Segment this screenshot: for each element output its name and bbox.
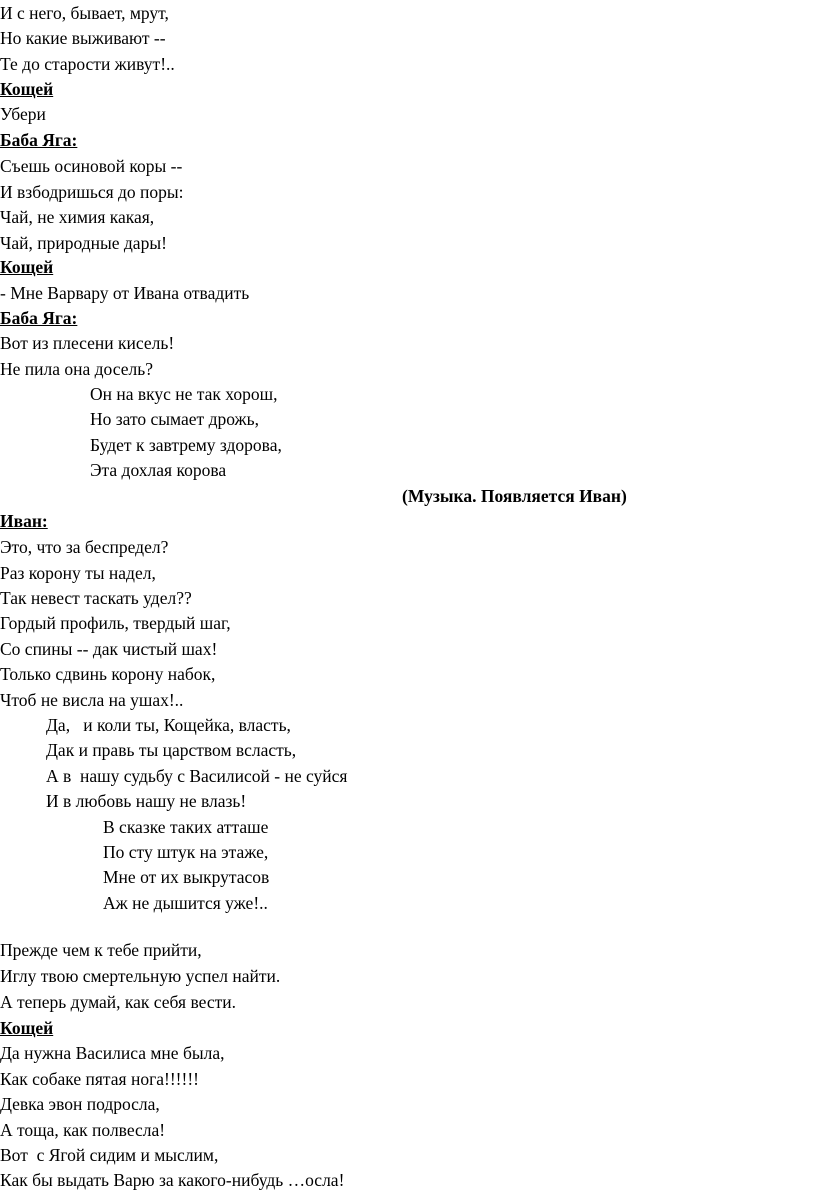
speaker-heading: Баба Яга: <box>0 130 78 150</box>
text-line: Так невест таскать удел?? <box>0 588 192 608</box>
text-line: Съешь осиновой коры -- <box>0 156 183 176</box>
text-line: А тоща, как полвесла! <box>0 1120 166 1140</box>
text-line: Это, что за беспредел? <box>0 537 169 557</box>
text-line: Он на вкус не так хорош, <box>90 384 278 404</box>
text-line: Чай, природные дары! <box>0 233 167 253</box>
stage-direction: (Музыка. Появляется Иван) <box>402 486 627 506</box>
speaker-heading: Кощей <box>0 79 54 99</box>
text-line: Не пила она досель? <box>0 359 153 379</box>
speaker-heading: Кощей <box>0 257 54 277</box>
text-line: Аж не дышится уже!.. <box>103 893 268 913</box>
text-line: Будет к завтрему здорова, <box>90 435 282 455</box>
speaker-heading: Иван: <box>0 511 48 531</box>
speaker-heading: Баба Яга: <box>0 308 78 328</box>
text-line: Но какие выживают -- <box>0 28 166 48</box>
text-line: Девка эвон подросла, <box>0 1094 160 1114</box>
text-line: Да нужна Василиса мне была, <box>0 1043 225 1063</box>
text-line: Только сдвинь корону набок, <box>0 664 216 684</box>
text-line: Да, и коли ты, Кощейка, власть, <box>46 715 291 735</box>
text-line: По сту штук на этаже, <box>103 842 269 862</box>
text-line: Прежде чем к тебе прийти, <box>0 940 202 960</box>
text-line: И в любовь нашу не влазь! <box>46 791 247 811</box>
speaker-heading: Кощей <box>0 1018 54 1038</box>
text-line: Чтоб не висла на ушах!.. <box>0 690 184 710</box>
text-line: Те до старости живут!.. <box>0 54 175 74</box>
text-line: А в нашу судьбу с Василисой - не суйся <box>46 766 348 786</box>
text-line: Вот из плесени кисель! <box>0 333 175 353</box>
text-line: Иглу твою смертельную успел найти. <box>0 966 281 986</box>
text-line: Мне от их выкрутасов <box>103 867 270 887</box>
text-line: Убери <box>0 104 46 124</box>
text-line: Как бы выдать Варю за какого-нибудь …осла! <box>0 1170 345 1190</box>
text-line: Но зато сымает дрожь, <box>90 409 259 429</box>
text-line: - Мне Варвару от Ивана отвадить <box>0 283 250 303</box>
text-line: И с него, бывает, мрут, <box>0 3 169 23</box>
text-line: Вот с Ягой сидим и мыслим, <box>0 1145 219 1165</box>
text-line: Гордый профиль, твердый шаг, <box>0 613 231 633</box>
text-line: Со спины -- дак чистый шах! <box>0 639 218 659</box>
text-line: Раз корону ты надел, <box>0 563 156 583</box>
text-line: Эта дохлая корова <box>90 460 227 480</box>
text-line: Как собаке пятая нога!!!!!! <box>0 1069 199 1089</box>
text-line: Дак и правь ты царством всласть, <box>46 740 297 760</box>
text-line: Чай, не химия какая, <box>0 207 155 227</box>
text-line: В сказке таких атташе <box>103 817 269 837</box>
text-line: А теперь думай, как себя вести. <box>0 992 236 1012</box>
text-line: И взбодришься до поры: <box>0 182 184 202</box>
